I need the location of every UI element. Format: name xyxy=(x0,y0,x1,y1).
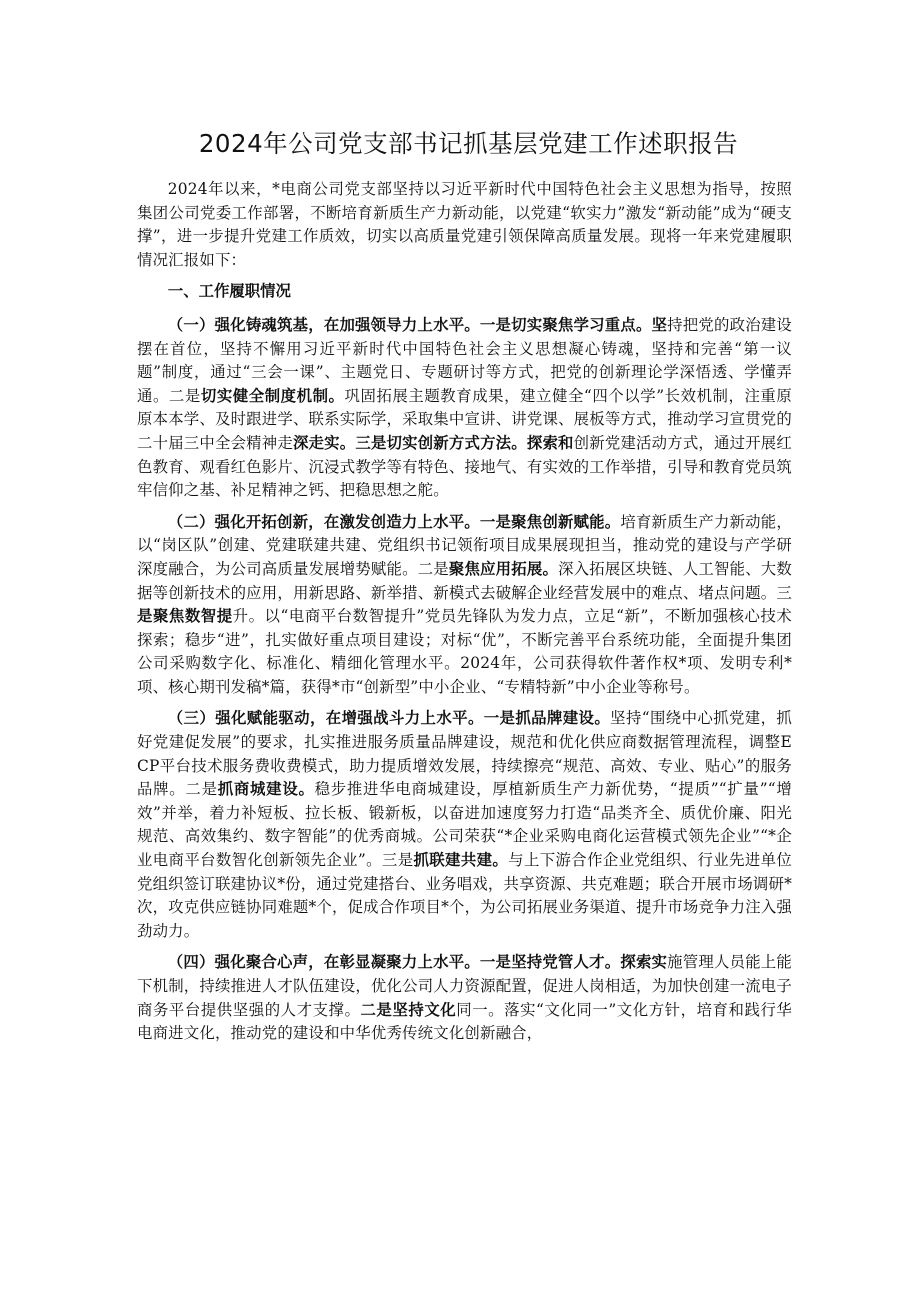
document-page xyxy=(137,126,792,1054)
paragraph-innovation xyxy=(137,511,792,700)
paragraph-text: 培育新质生产力新动能，以“岗区队”创建、党建联建共建、党组织书记领衔项目成果展现担当，推动党的建设与产学研深度融合，为公司高质量发展增势赋能。二是 xyxy=(137,512,792,578)
paragraph-text: 施管理人员能上能下机制，持续推进人才队伍建设，优化公司人力资源配置，促进人岗相适，为加快创建一流电子商务平台提供坚强的人才支撑。 xyxy=(137,953,792,1019)
paragraph-text: 坚持“围绕中心抓党建，抓好党建促发展”的要求，扎实推进服务质量品牌建设，规范和优化供应商数据管理流程，调整ECP平台技术服务费收费模式，助力提质增效发展，持续擦亮“规范、高效、专业、贴心”的服务品牌。二是 xyxy=(137,709,792,799)
paragraph-text: 同一。落实“文化同一”文化方针，培育和践行华电商进文化，推动党的建设和中华优秀传统文化创新融合， xyxy=(137,1000,792,1043)
section-heading: 一、工作履职情况 xyxy=(167,282,291,301)
paragraph-cohesion xyxy=(137,951,792,1045)
paragraph-text: 升。以“电商平台数智提升”党员先锋队为发力点，立足“新”，不断加强核心技术探索；稳步“进”，扎实做好重点项目建设；对标“优”，不断完善平台系统功能，全面提升集团公司采购数字化、标准化、精细化管理水平。2024年，公司获得软件著作权*项、发明专利*项、核心期刊发稿*篇，获得*市“创新型”中小企业、“专精特新”中小企业等称号。 xyxy=(137,607,793,696)
paragraph-lead: （四）强化聚合心声，在彰显凝聚力上水平。一是坚持党管人才。探索实 xyxy=(167,953,668,972)
paragraph-text: 巩固拓展主题教育成果，建立健全“四个以学”长效机制，注重原原本本学、及时跟进学、联系实际学，采取集中宣讲、讲党课、展板等方式，推动学习宣贯党的二十届三中全会精神走 xyxy=(137,386,792,452)
paragraph-leadership xyxy=(137,314,792,503)
intro-paragraph: 2024年以来，*电商公司党支部坚持以习近平新时代中国特色社会主义思想为指导，按照集团公司党委工作部署，不断培育新质生产力新动能，以党建“软实力”激发“新动能”成为“硬支撑”，进一步提升党建工作质效，切实以高质量党建引领保障高质量发展。现将一年来党建履职情况汇报如下： xyxy=(137,180,792,269)
document-title: 2024年公司党支部书记抓基层党建工作述职报告 xyxy=(198,129,739,158)
paragraph-text: 深入拓展区块链、人工智能、大数据等创新技术的应用，用新思路、新举措、新模式去破解企业经营发展中的难点、堵点问题。三 xyxy=(137,559,792,602)
paragraph-emphasis: 聚焦应用拓展。 xyxy=(448,559,559,578)
paragraph-emphasis: 切实健全制度机制。 xyxy=(200,386,345,405)
paragraph-emphasis: 是聚焦数智提 xyxy=(137,607,233,626)
paragraph-lead: （二）强化开拓创新，在激发创造力上水平。一是聚焦创新赋能。 xyxy=(167,512,621,531)
paragraph-text: 与上下游合作企业党组织、行业先进单位党组织签订联建协议*份，通过党建搭台、业务唱戏，共享资源、共克难题；联合开展市场调研*次，攻克供应链协同难题*个，促成合作项目*个，为公司拓展业务渠道、提升市场竞争力注入强劲动力。 xyxy=(137,851,793,940)
paragraph-empowerment xyxy=(137,707,792,943)
paragraph-text: 稳步推进华电商城建设，厚植新质生产力新优势，“提质”“扩量”“增效”并举，着力补短板、拉长板、锻新板，以奋进加速度努力打造“品类齐全、质优价廉、阳光规范、高效集约、数字智能”的优秀商城。公司荣获“*企业采购电商化运营模式领先企业”“*企业电商平台数智化创新领先企业”。三是 xyxy=(137,780,792,870)
paragraph-emphasis: 抓联建共建。 xyxy=(413,851,509,870)
paragraph-text: 创新党建活动方式，通过开展红色教育、观看红色影片、沉浸式教学等有特色、接地气、有实效的工作举措，引导和教育党员筑牢信仰之基、补足精神之钙、把稳思想之舵。 xyxy=(137,433,792,500)
paragraph-text: 持把党的政治建设摆在首位，坚持不懈用习近平新时代中国特色社会主义思想凝心铸魂，坚持和完善“第一议题”制度，通过“三会一课”、主题党日、专题研讨等方式，把党的创新理论学深悟透、学懂弄通。二是 xyxy=(137,315,792,405)
paragraph-lead: （三）强化赋能驱动，在增强战斗力上水平。一是抓品牌建设。 xyxy=(167,709,611,728)
paragraph-emphasis: 二是坚持文化 xyxy=(360,1000,457,1019)
paragraph-emphasis: 抓商城建设。 xyxy=(217,780,315,799)
paragraph-emphasis: 深走实。三是切实创新方式方法。探索和 xyxy=(292,433,574,452)
paragraph-lead: （一）强化铸魂筑基，在加强领导力上水平。一是切实聚焦学习重点。坚 xyxy=(167,315,668,334)
